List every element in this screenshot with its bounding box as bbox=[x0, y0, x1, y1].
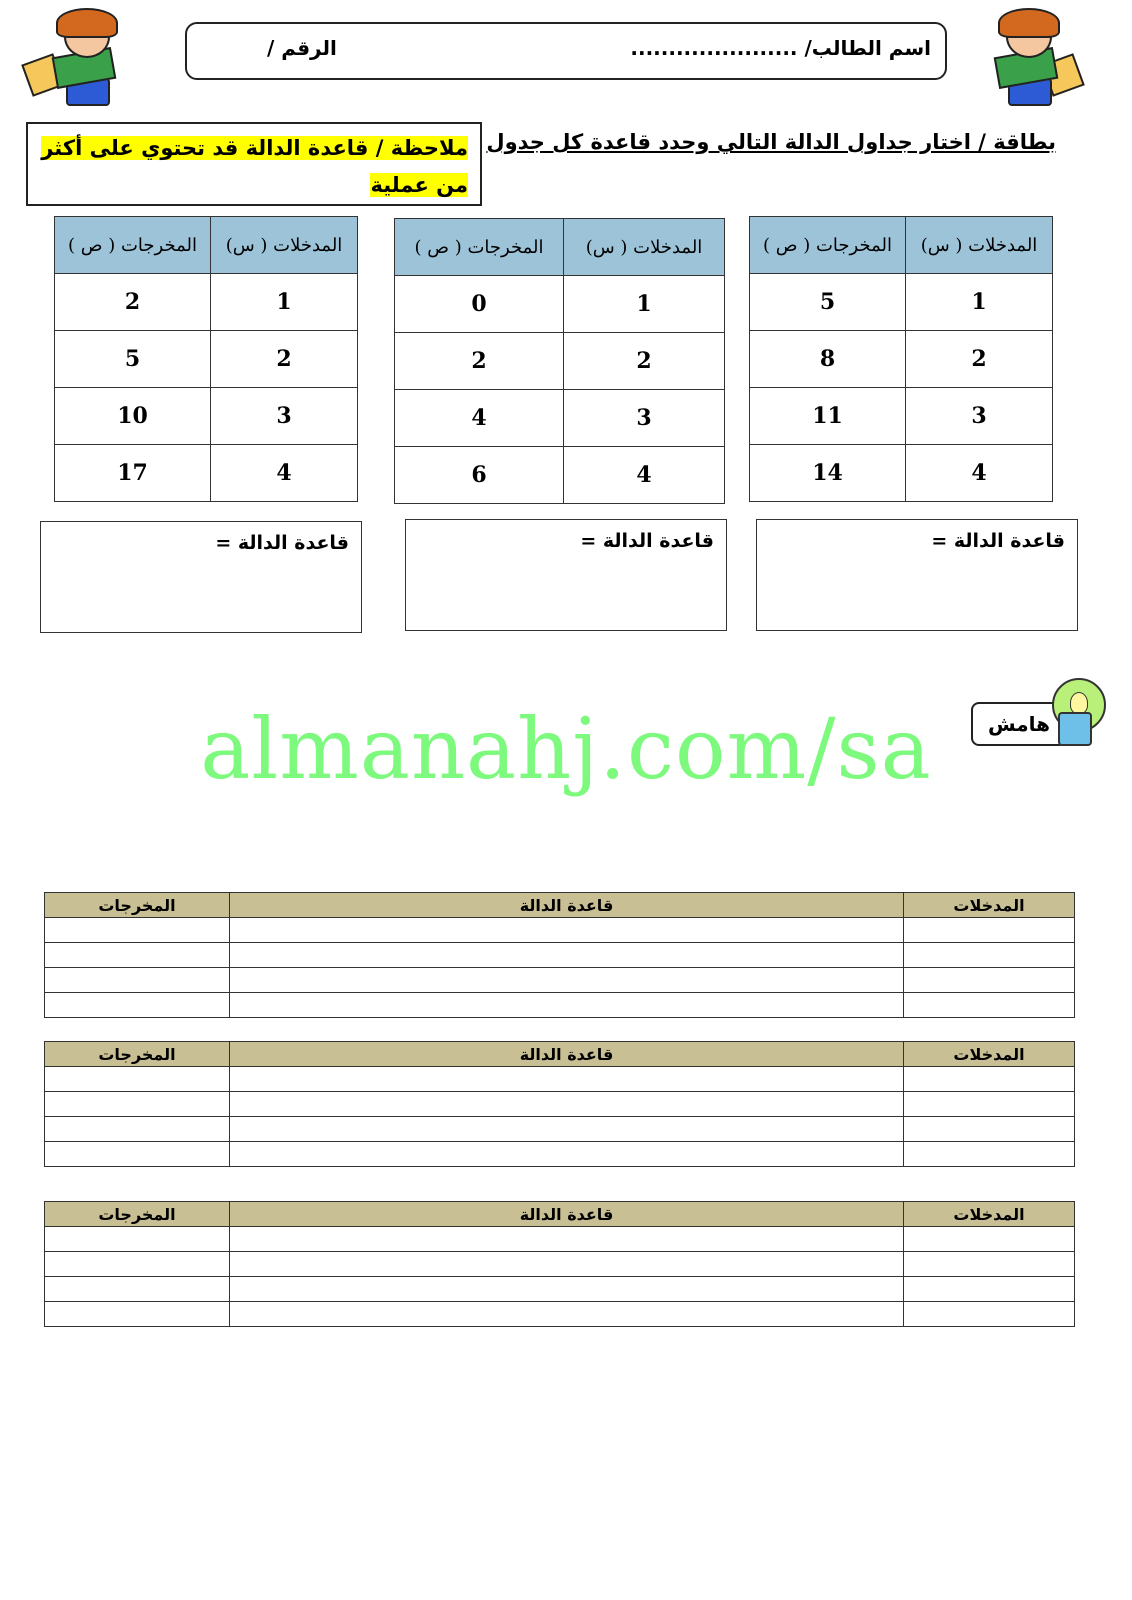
student-name-field[interactable]: اسم الطالب/ ...................... bbox=[630, 36, 931, 60]
rule-cell[interactable] bbox=[230, 1067, 904, 1092]
table-row bbox=[45, 1277, 1075, 1302]
output-cell: 2 bbox=[55, 274, 211, 331]
input-cell[interactable] bbox=[904, 1252, 1075, 1277]
student-mascot-right bbox=[968, 8, 1078, 108]
input-cell[interactable] bbox=[904, 1302, 1075, 1327]
table-row bbox=[750, 274, 1053, 331]
table-row bbox=[395, 333, 725, 390]
input-cell[interactable] bbox=[904, 993, 1075, 1018]
table-row bbox=[45, 1067, 1075, 1092]
output-cell: 14 bbox=[750, 445, 906, 502]
rule-cell[interactable] bbox=[230, 918, 904, 943]
inputs-header: المدخلات bbox=[904, 1042, 1075, 1067]
output-cell[interactable] bbox=[45, 1142, 230, 1167]
input-cell: 2 bbox=[564, 333, 725, 390]
output-cell: 2 bbox=[395, 333, 564, 390]
rule-header: قاعدة الدالة bbox=[230, 893, 904, 918]
input-header: المدخلات ( س) bbox=[564, 219, 725, 276]
note-text: ملاحظة / قاعدة الدالة قد تحتوي على أكثر من عملية bbox=[41, 136, 468, 197]
input-cell[interactable] bbox=[904, 968, 1075, 993]
input-cell[interactable] bbox=[904, 1277, 1075, 1302]
table-row bbox=[395, 390, 725, 447]
margin-note-label: هامش bbox=[971, 702, 1067, 746]
table-row bbox=[55, 331, 358, 388]
input-cell: 3 bbox=[906, 388, 1053, 445]
input-cell: 3 bbox=[211, 388, 358, 445]
output-cell[interactable] bbox=[45, 1277, 230, 1302]
output-cell: 11 bbox=[750, 388, 906, 445]
output-cell[interactable] bbox=[45, 993, 230, 1018]
rule-cell[interactable] bbox=[230, 943, 904, 968]
output-cell[interactable] bbox=[45, 1227, 230, 1252]
input-cell: 1 bbox=[906, 274, 1053, 331]
rule-cell[interactable] bbox=[230, 1092, 904, 1117]
output-cell[interactable] bbox=[45, 1092, 230, 1117]
output-header: المخرجات ( ص ) bbox=[55, 217, 211, 274]
input-cell[interactable] bbox=[904, 918, 1075, 943]
output-cell: 10 bbox=[55, 388, 211, 445]
output-cell[interactable] bbox=[45, 1117, 230, 1142]
rule-label: قاعدة الدالة = bbox=[580, 530, 714, 552]
output-cell[interactable] bbox=[45, 1252, 230, 1277]
outputs-header: المخرجات bbox=[45, 1202, 230, 1227]
input-cell[interactable] bbox=[904, 1067, 1075, 1092]
output-cell[interactable] bbox=[45, 968, 230, 993]
table-row bbox=[45, 943, 1075, 968]
rule-cell[interactable] bbox=[230, 1117, 904, 1142]
worksheet-table-2 bbox=[44, 1041, 1075, 1167]
rule-cell[interactable] bbox=[230, 1302, 904, 1327]
table-row bbox=[45, 968, 1075, 993]
output-cell[interactable] bbox=[45, 943, 230, 968]
output-cell: 5 bbox=[55, 331, 211, 388]
worksheet-table-1 bbox=[44, 892, 1075, 1018]
rule-header: قاعدة الدالة bbox=[230, 1042, 904, 1067]
table-row bbox=[750, 388, 1053, 445]
rule-cell[interactable] bbox=[230, 993, 904, 1018]
input-cell[interactable] bbox=[904, 943, 1075, 968]
output-cell: 4 bbox=[395, 390, 564, 447]
input-cell: 2 bbox=[906, 331, 1053, 388]
rule-answer-box-3[interactable] bbox=[40, 521, 362, 633]
rule-cell[interactable] bbox=[230, 968, 904, 993]
function-table-3 bbox=[54, 216, 358, 502]
output-header: المخرجات ( ص ) bbox=[750, 217, 906, 274]
table-row bbox=[45, 1302, 1075, 1327]
table-row bbox=[45, 1252, 1075, 1277]
input-cell[interactable] bbox=[904, 1142, 1075, 1167]
rule-cell[interactable] bbox=[230, 1252, 904, 1277]
input-cell: 1 bbox=[564, 276, 725, 333]
input-cell: 4 bbox=[906, 445, 1053, 502]
input-cell[interactable] bbox=[904, 1092, 1075, 1117]
output-cell[interactable] bbox=[45, 1302, 230, 1327]
table-row bbox=[45, 993, 1075, 1018]
output-cell: 17 bbox=[55, 445, 211, 502]
watermark: almanahj.com/sa bbox=[200, 700, 932, 798]
outputs-header: المخرجات bbox=[45, 893, 230, 918]
function-table-2 bbox=[394, 218, 725, 504]
table-row bbox=[45, 1227, 1075, 1252]
student-info-box bbox=[185, 22, 947, 80]
input-cell[interactable] bbox=[904, 1117, 1075, 1142]
input-cell: 3 bbox=[564, 390, 725, 447]
worksheet-table-3 bbox=[44, 1201, 1075, 1327]
table-row bbox=[45, 1117, 1075, 1142]
output-cell: 8 bbox=[750, 331, 906, 388]
output-cell: 0 bbox=[395, 276, 564, 333]
table-row bbox=[750, 445, 1053, 502]
input-cell: 4 bbox=[211, 445, 358, 502]
rule-cell[interactable] bbox=[230, 1227, 904, 1252]
input-header: المدخلات ( س) bbox=[211, 217, 358, 274]
output-cell[interactable] bbox=[45, 918, 230, 943]
output-cell: 5 bbox=[750, 274, 906, 331]
input-cell: 2 bbox=[211, 331, 358, 388]
output-cell[interactable] bbox=[45, 1067, 230, 1092]
rule-cell[interactable] bbox=[230, 1142, 904, 1167]
output-header: المخرجات ( ص ) bbox=[395, 219, 564, 276]
table-row bbox=[395, 276, 725, 333]
table-row bbox=[395, 447, 725, 504]
input-cell[interactable] bbox=[904, 1227, 1075, 1252]
note-box bbox=[26, 122, 482, 206]
table-row bbox=[45, 1092, 1075, 1117]
input-header: المدخلات ( س) bbox=[906, 217, 1053, 274]
student-mascot-left bbox=[26, 8, 136, 108]
card-title: بطاقة / اختار جداول الدالة التالي وحدد قاعدة كل جدول bbox=[486, 130, 1056, 154]
rule-header: قاعدة الدالة bbox=[230, 1202, 904, 1227]
rule-cell[interactable] bbox=[230, 1277, 904, 1302]
table-row bbox=[55, 274, 358, 331]
output-cell: 6 bbox=[395, 447, 564, 504]
table-row bbox=[45, 1142, 1075, 1167]
rule-label: قاعدة الدالة = bbox=[215, 532, 349, 554]
student-number-field[interactable]: الرقم / bbox=[267, 36, 337, 60]
table-row bbox=[55, 445, 358, 502]
table-row bbox=[55, 388, 358, 445]
inputs-header: المدخلات bbox=[904, 1202, 1075, 1227]
table-row bbox=[45, 918, 1075, 943]
input-cell: 4 bbox=[564, 447, 725, 504]
input-cell: 1 bbox=[211, 274, 358, 331]
outputs-header: المخرجات bbox=[45, 1042, 230, 1067]
rule-answer-box-2[interactable] bbox=[405, 519, 727, 631]
rule-answer-box-1[interactable] bbox=[756, 519, 1078, 631]
function-table-1 bbox=[749, 216, 1053, 502]
rule-label: قاعدة الدالة = bbox=[931, 530, 1065, 552]
inputs-header: المدخلات bbox=[904, 893, 1075, 918]
table-row bbox=[750, 331, 1053, 388]
